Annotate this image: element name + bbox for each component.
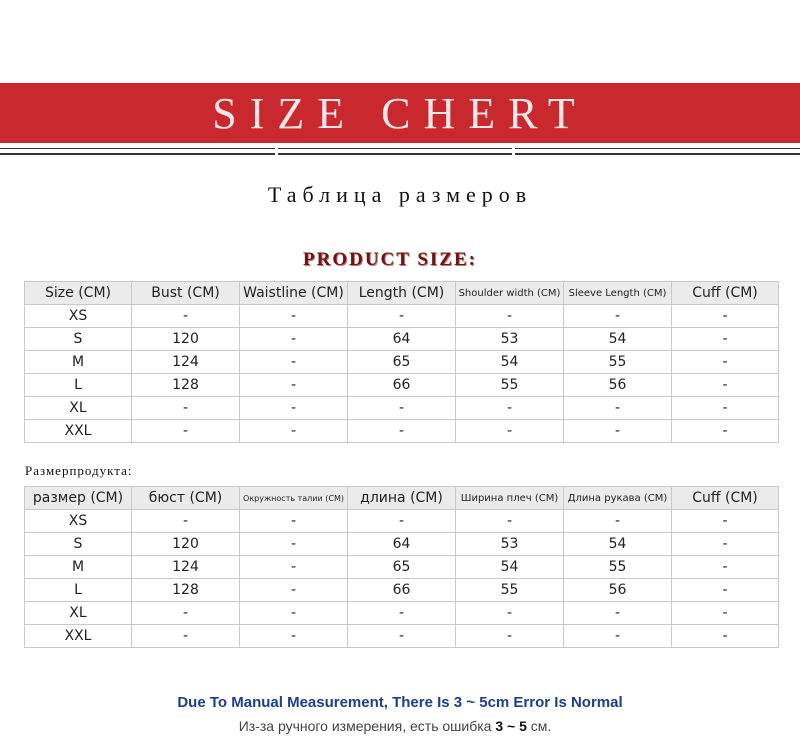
table-cell: - xyxy=(672,556,779,579)
table-cell: - xyxy=(240,328,348,351)
table-row xyxy=(25,328,779,351)
table-cell: - xyxy=(456,420,564,443)
table-cell: M xyxy=(25,351,132,374)
table-cell: - xyxy=(132,420,240,443)
divider-gap xyxy=(512,145,515,157)
product-size-heading: PRODUCT SIZE: xyxy=(303,249,477,270)
table-cell: 53 xyxy=(456,328,564,351)
table-cell: S xyxy=(25,328,132,351)
table-cell: 55 xyxy=(456,374,564,397)
table-cell: - xyxy=(240,397,348,420)
table-cell: 54 xyxy=(456,556,564,579)
table-cell: 64 xyxy=(348,533,456,556)
table-cell: XS xyxy=(25,510,132,533)
table-cell: - xyxy=(240,579,348,602)
table-cell: S xyxy=(25,533,132,556)
divider-line xyxy=(0,148,800,149)
table-cell: M xyxy=(25,556,132,579)
table-cell: - xyxy=(564,305,672,328)
table-cell: - xyxy=(240,625,348,648)
page-title: SIZE CHERT xyxy=(212,88,588,138)
column-header: размер (CM) xyxy=(25,487,132,510)
column-header: Длина рукава (CM) xyxy=(564,487,672,510)
table-cell: 66 xyxy=(348,374,456,397)
column-header: Ширина плеч (CM) xyxy=(456,487,564,510)
table-cell: - xyxy=(348,602,456,625)
table-cell: - xyxy=(348,510,456,533)
table-cell: - xyxy=(672,602,779,625)
table-cell: - xyxy=(672,510,779,533)
table-cell: - xyxy=(456,305,564,328)
table-cell: 56 xyxy=(564,579,672,602)
table-cell: - xyxy=(672,305,779,328)
table-cell: - xyxy=(348,420,456,443)
table-cell: - xyxy=(456,602,564,625)
table-cell: - xyxy=(564,420,672,443)
table-cell: 56 xyxy=(564,374,672,397)
table-cell: - xyxy=(132,305,240,328)
table-cell: - xyxy=(564,397,672,420)
table-cell: - xyxy=(240,351,348,374)
table-cell: - xyxy=(240,533,348,556)
table-cell: - xyxy=(564,602,672,625)
note-range: 3 ~ 5 xyxy=(495,718,527,734)
table-cell: - xyxy=(240,420,348,443)
table-cell: - xyxy=(564,625,672,648)
table-row xyxy=(25,397,779,420)
table-cell: - xyxy=(240,510,348,533)
table-cell: - xyxy=(456,397,564,420)
table-cell: - xyxy=(240,305,348,328)
column-header: Cuff (CM) xyxy=(672,487,779,510)
table-cell: - xyxy=(132,625,240,648)
table-cell: - xyxy=(672,397,779,420)
table-cell: XL xyxy=(25,602,132,625)
table-row xyxy=(25,305,779,328)
table-cell: - xyxy=(564,510,672,533)
table-cell: - xyxy=(672,533,779,556)
column-header: Sleeve Length (CM) xyxy=(564,282,672,305)
table-cell: - xyxy=(348,305,456,328)
table-cell: 54 xyxy=(564,533,672,556)
product-size-heading-russian: Размерпродукта: xyxy=(25,463,133,478)
column-header: Length (CM) xyxy=(348,282,456,305)
subtitle-russian: Таблица размеров xyxy=(267,182,533,207)
table-cell: XXL xyxy=(25,420,132,443)
divider-gap xyxy=(275,145,278,157)
measurement-note-russian xyxy=(0,718,790,734)
table-cell: - xyxy=(672,420,779,443)
divider-line-thick xyxy=(0,153,800,155)
table-cell: 64 xyxy=(348,328,456,351)
table-row xyxy=(25,374,779,397)
column-header: Cuff (CM) xyxy=(672,282,779,305)
table-cell: 65 xyxy=(348,351,456,374)
measurement-note: Due To Manual Measurement, There Is 3 ~ 5cm Error Is Normal xyxy=(177,694,623,711)
table-cell: - xyxy=(672,625,779,648)
table-cell: - xyxy=(348,625,456,648)
table-header-row xyxy=(25,487,779,510)
table-cell: - xyxy=(132,510,240,533)
table-cell: 124 xyxy=(132,351,240,374)
table-cell: - xyxy=(348,397,456,420)
table-cell: 128 xyxy=(132,374,240,397)
column-header: Shoulder width (CM) xyxy=(456,282,564,305)
table-row xyxy=(25,420,779,443)
column-header: Bust (CM) xyxy=(132,282,240,305)
table-cell: 120 xyxy=(132,533,240,556)
table-row xyxy=(25,579,779,602)
size-table-russian xyxy=(24,486,779,648)
table-cell: 55 xyxy=(564,556,672,579)
table-row xyxy=(25,602,779,625)
table-cell: XS xyxy=(25,305,132,328)
table-cell: 120 xyxy=(132,328,240,351)
table-cell: L xyxy=(25,579,132,602)
table-cell: 66 xyxy=(348,579,456,602)
table-cell: - xyxy=(672,374,779,397)
column-header: Size (CM) xyxy=(25,282,132,305)
table-cell: - xyxy=(240,374,348,397)
table-cell: 54 xyxy=(456,351,564,374)
column-header: Waistline (CM) xyxy=(240,282,348,305)
table-cell: 124 xyxy=(132,556,240,579)
table-cell: - xyxy=(132,397,240,420)
table-cell: - xyxy=(240,556,348,579)
note-unit: см. xyxy=(526,718,552,734)
table-cell: - xyxy=(456,510,564,533)
table-row xyxy=(25,625,779,648)
column-header: бюст (CM) xyxy=(132,487,240,510)
column-header: Окружность талии (CM) xyxy=(240,487,348,510)
table-cell: L xyxy=(25,374,132,397)
column-header: длина (CM) xyxy=(348,487,456,510)
table-header-row xyxy=(25,282,779,305)
table-row xyxy=(25,556,779,579)
table-cell: XXL xyxy=(25,625,132,648)
table-cell: 65 xyxy=(348,556,456,579)
size-table-english xyxy=(24,281,779,443)
table-cell: 128 xyxy=(132,579,240,602)
table-cell: 53 xyxy=(456,533,564,556)
table-cell: - xyxy=(240,602,348,625)
table-cell: 55 xyxy=(564,351,672,374)
table-row xyxy=(25,510,779,533)
table-row xyxy=(25,533,779,556)
table-cell: - xyxy=(456,625,564,648)
table-cell: - xyxy=(672,328,779,351)
table-cell: 55 xyxy=(456,579,564,602)
table-row xyxy=(25,351,779,374)
title-banner xyxy=(0,83,800,143)
table-cell: - xyxy=(672,351,779,374)
note-text: Из-за ручного измерения, есть ошибка xyxy=(238,718,496,734)
table-cell: - xyxy=(132,602,240,625)
table-cell: - xyxy=(672,579,779,602)
table-cell: 54 xyxy=(564,328,672,351)
table-cell: XL xyxy=(25,397,132,420)
